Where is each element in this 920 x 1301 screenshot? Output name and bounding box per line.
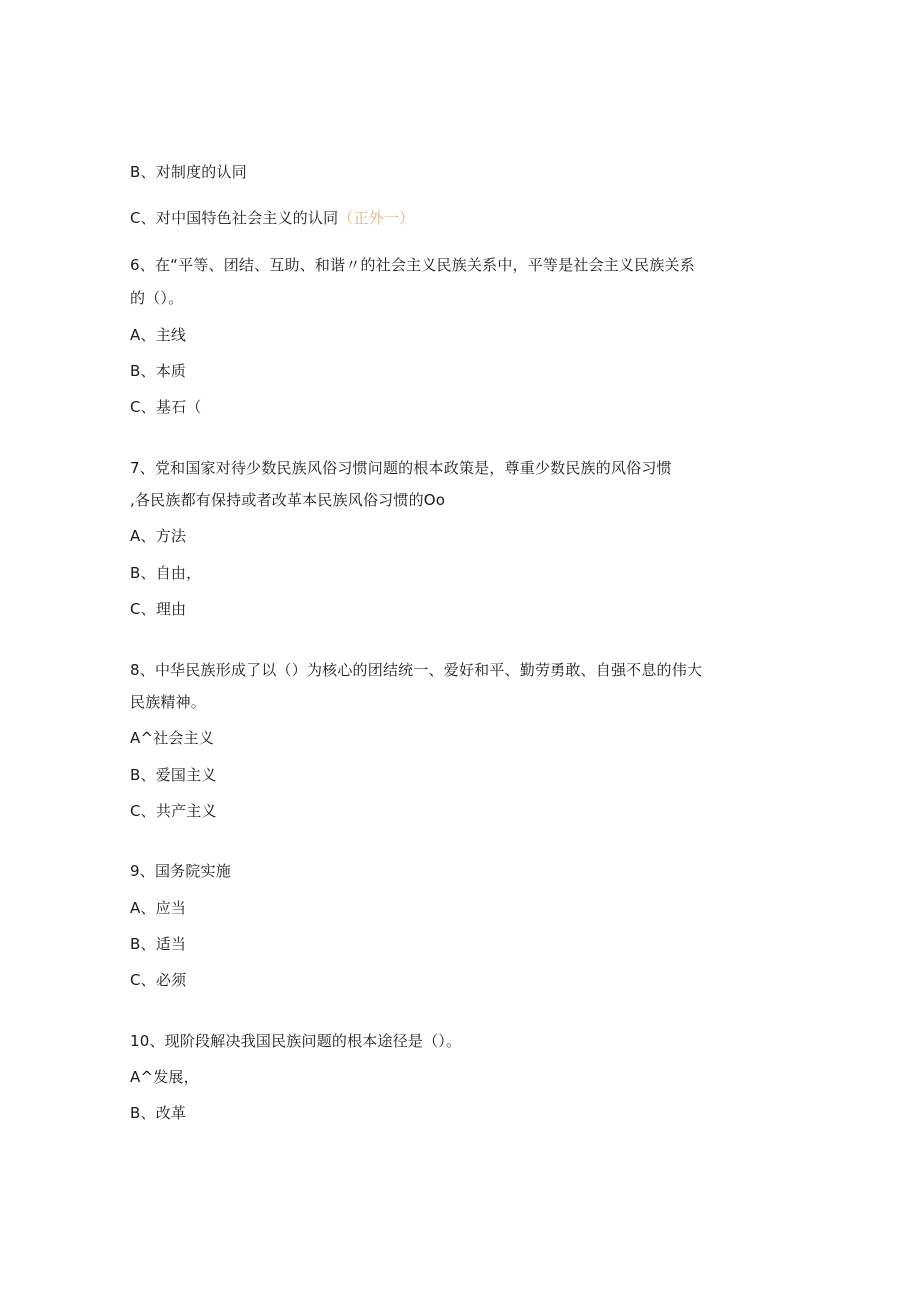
q7-option-a: A、方法 xyxy=(130,527,187,545)
q8-stem-line-2: 民族精神。 xyxy=(130,693,207,711)
q7-option-b: B、自由， xyxy=(130,564,202,582)
q7-option-c: C、理由 xyxy=(130,600,187,618)
q5-option-b: B、对制度的认同 xyxy=(130,163,247,181)
q6-stem-line-2: 的（）。 xyxy=(130,289,184,307)
q10-option-a: A^发展， xyxy=(130,1068,199,1086)
q10-option-b: B、改革 xyxy=(130,1104,187,1122)
q6-stem-line-1: 6、在“平等、团结、互助、和谐〃的社会主义民族关系中，平等是社会主义民族关系 xyxy=(130,256,695,274)
q6-option-b: B、本质 xyxy=(130,362,187,380)
q7-stem-line-1: 7、党和国家对待少数民族风俗习惯问题的根本政策是，尊重少数民族的风俗习惯 xyxy=(130,459,672,477)
q6-option-c: C、基石（ xyxy=(130,398,202,416)
q8-option-a: A^社会主义 xyxy=(130,729,215,747)
q9-option-b: B、适当 xyxy=(130,935,187,953)
q8-stem-line-1: 8、中华民族形成了以（）为核心的团结统一、爱好和平、勤劳勇敢、自强不息的伟大 xyxy=(130,661,703,679)
q8-option-b: B、爱国主义 xyxy=(130,766,217,784)
q5-option-c xyxy=(130,208,414,228)
q10-stem: 10、现阶段解决我国民族问题的根本途径是（）。 xyxy=(130,1032,462,1050)
q7-stem-line-2: ,各民族都有保持或者改革本民族风俗习惯的Oo xyxy=(130,491,446,509)
q5-option-c-text: C、对中国特色社会主义的认同 xyxy=(130,209,339,227)
q6-option-a: A、主线 xyxy=(130,326,187,344)
q8-option-c: C、共产主义 xyxy=(130,802,217,820)
q5-option-c-annotation: （正外一） xyxy=(338,209,415,227)
q9-option-c: C、必须 xyxy=(130,971,187,989)
q9-stem: 9、国务院实施 xyxy=(130,862,231,880)
q9-option-a: A、应当 xyxy=(130,899,187,917)
